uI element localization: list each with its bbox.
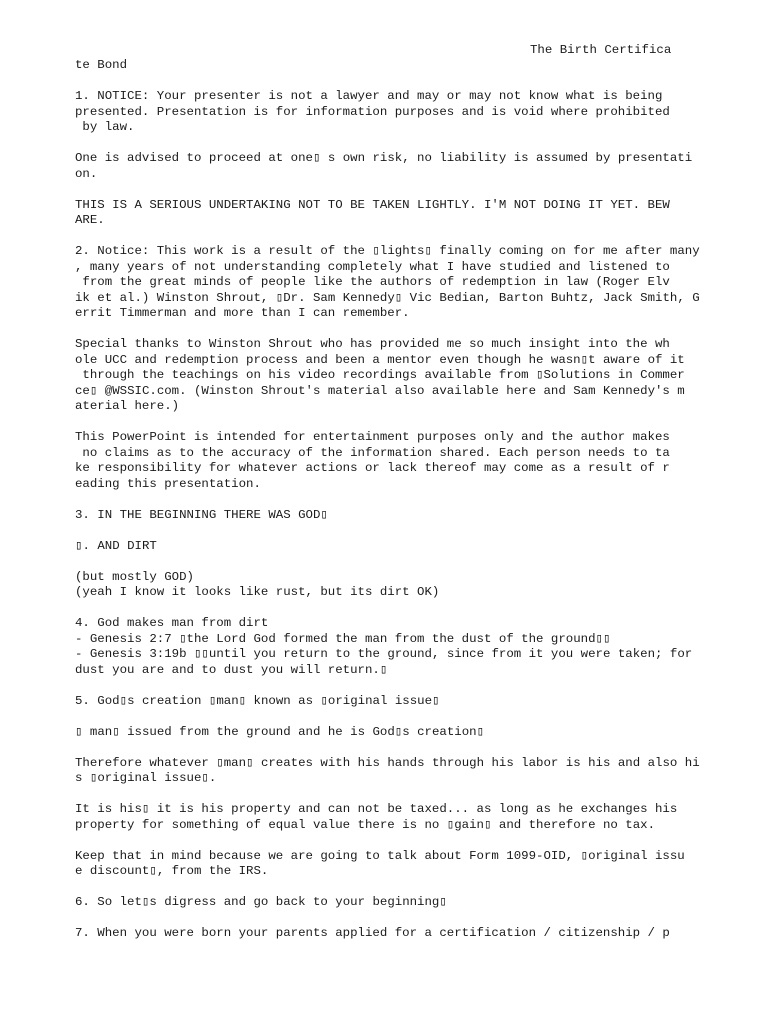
text-line: e discount▯, from the IRS. [75,864,269,878]
text-line: 1. NOTICE: Your presenter is not a lawyer and may or may not know what is being [75,89,663,103]
paragraph [75,756,755,787]
text-line: Therefore whatever ▯man▯ creates with his hands through his labor is his and also hi [75,755,700,770]
paragraph [75,802,755,833]
text-line: through the teachings on his video recordings available from ▯Solutions in Commer [75,368,685,382]
text-line: One is advised to proceed at one▯ s own risk, no liability is assumed by presentati [75,151,693,165]
paragraph [75,539,755,555]
text-line: ke responsibility for whatever actions or lack thereof may come as a result of r [75,461,670,475]
document-body [75,58,755,957]
text-line: ARE. [75,213,105,227]
paragraph [75,89,755,136]
text-line: Special thanks to Winston Shrout who has provided me so much insight into the wh [75,337,670,351]
text-line: from the great minds of people like the authors of redemption in law (Roger Elv [75,275,670,289]
text-line: (but mostly GOD) [75,569,194,584]
paragraph [75,508,755,524]
text-line: no claims as to the accuracy of the information shared. Each person needs to ta [75,445,670,460]
text-line: - Genesis 2:7 ▯the Lord God formed the man from the dust of the ground▯▯ [75,631,611,646]
paragraph [75,895,755,911]
text-line: ▯ man▯ issued from the ground and he is God▯s creation▯ [75,724,485,739]
text-line: 4. God makes man from dirt [75,616,269,630]
text-line: on. [75,166,98,181]
text-line: ik et al.) Winston Shrout, ▯Dr. Sam Kennedy▯ Vic Bedian, Barton Buhtz, Jack Smith, G [75,290,700,305]
text-line: , many years of not understanding completely what I have studied and listened to [75,259,670,274]
text-line: (yeah I know it looks like rust, but its dirt OK) [75,585,440,599]
text-line: 7. When you were born your parents applied for a certification / citizenship / p [75,926,670,940]
text-line: te Bond [75,58,128,72]
paragraph [75,430,755,492]
text-line: presented. Presentation is for information purposes and is void where prohibited [75,104,670,119]
text-line: 2. Notice: This work is a result of the ▯lights▯ finally coming on for me after many [75,244,700,258]
text-line: dust you are and to dust you will return.▯ [75,662,388,677]
text-line: property for something of equal value there is no ▯gain▯ and therefore no tax. [75,817,656,832]
text-line: s ▯original issue▯. [75,771,217,785]
text-line: by law. [75,120,135,134]
paragraph [75,337,755,415]
text-line: ▯. AND DIRT [75,538,157,553]
text-line: errit Timmerman and more than I can remember. [75,306,410,320]
paragraph [75,570,755,601]
text-line: 3. IN THE BEGINNING THERE WAS GOD▯ [75,507,328,522]
paragraph [75,926,755,942]
paragraph [75,58,755,74]
text-line: ce▯ @WSSIC.com. (Winston Shrout's material also available here and Sam Kennedy's m [75,383,685,398]
text-line: It is his▯ it is his property and can not be taxed... as long as he exchanges his [75,802,678,816]
text-line: 6. So let▯s digress and go back to your beginning▯ [75,895,447,909]
document-title: The Birth Certifica [530,43,672,57]
text-line: aterial here.) [75,399,180,413]
text-line: This PowerPoint is intended for entertainment purposes only and the author makes [75,430,670,444]
text-line: 5. God▯s creation ▯man▯ known as ▯original issue▯ [75,693,440,708]
paragraph [75,616,755,678]
text-line: THIS IS A SERIOUS UNDERTAKING NOT TO BE TAKEN LIGHTLY. I'M NOT DOING IT YET. BEW [75,197,670,212]
paragraph [75,725,755,741]
text-line: Keep that in mind because we are going to talk about Form 1099-OID, ▯original issu [75,848,685,863]
text-line: - Genesis 3:19b ▯▯until you return to the ground, since from it you were taken; for [75,647,693,661]
text-line: ole UCC and redemption process and been a mentor even though he wasn▯t aware of it [75,352,685,367]
text-line: eading this presentation. [75,476,261,491]
paragraph [75,198,755,229]
paragraph [75,244,755,322]
paragraph [75,151,755,182]
paragraph [75,849,755,880]
paragraph [75,694,755,710]
